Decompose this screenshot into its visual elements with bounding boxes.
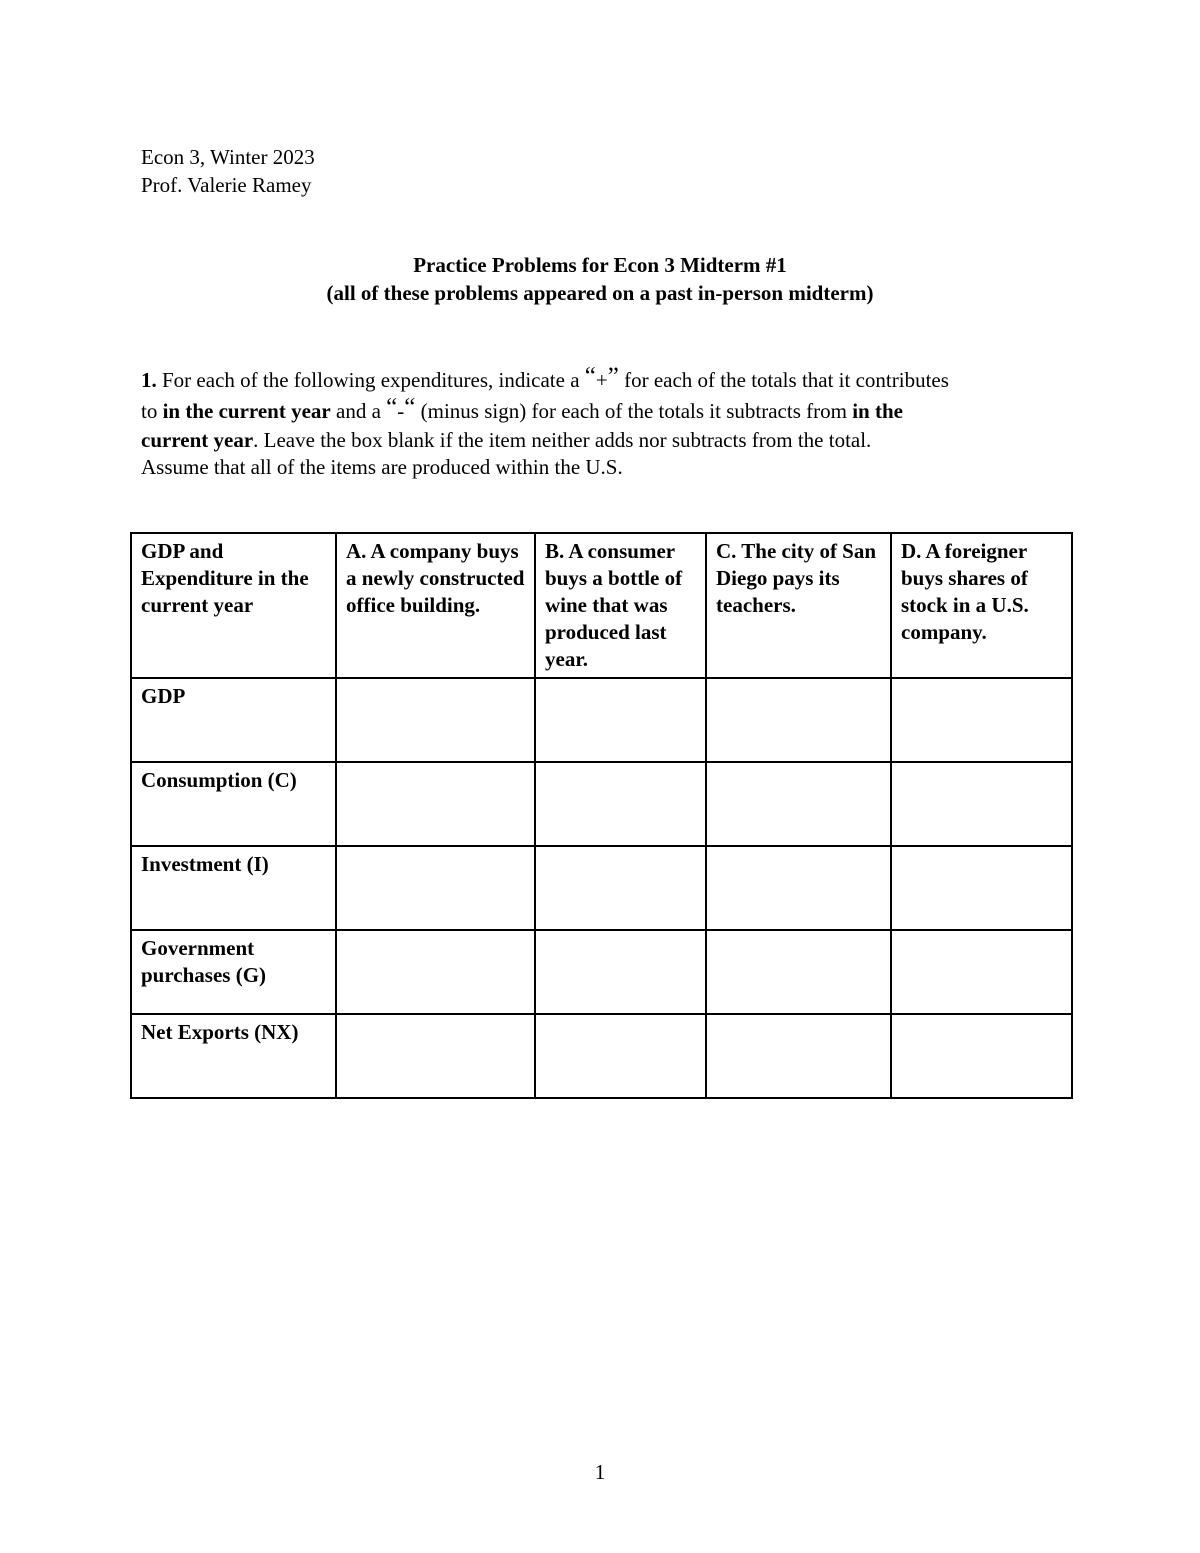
row-label-net-exports: Net Exports (NX) (131, 1014, 336, 1098)
document-title (0, 251, 1200, 307)
answer-cell[interactable] (535, 678, 706, 762)
row-label-investment: Investment (I) (131, 846, 336, 930)
minus-open-quote: “ (386, 394, 398, 421)
row-label-gdp: GDP (131, 678, 336, 762)
answer-cell[interactable] (891, 846, 1072, 930)
header-cell-category: GDP and Expenditure in the current year (131, 533, 336, 678)
answer-table (130, 532, 1073, 1099)
question-text: and a (330, 399, 387, 423)
table-row (131, 1014, 1072, 1098)
page-title: Practice Problems for Econ 3 Midterm #1 (413, 253, 787, 277)
table-row (131, 930, 1072, 1014)
answer-cell[interactable] (535, 930, 706, 1014)
header-cell-b: B. A consumer buys a bottle of wine that was produced last year. (535, 533, 706, 678)
answer-cell[interactable] (336, 1014, 535, 1098)
answer-cell[interactable] (891, 930, 1072, 1014)
table-row (131, 846, 1072, 930)
answer-cell[interactable] (891, 678, 1072, 762)
table-header-row (131, 533, 1072, 678)
question-line-4 (141, 454, 1071, 481)
answer-cell[interactable] (336, 762, 535, 846)
page-number: 1 (594, 1460, 606, 1484)
minus-sign: - (397, 399, 405, 423)
professor-name: Prof. Valerie Ramey (141, 173, 312, 197)
question-line-2 (141, 396, 1071, 427)
document-header (141, 143, 315, 199)
course-name: Econ 3, Winter 2023 (141, 145, 315, 169)
page-subtitle: (all of these problems appeared on a past in-person midterm) (326, 281, 874, 305)
answer-cell[interactable] (535, 762, 706, 846)
answer-cell[interactable] (535, 1014, 706, 1098)
header-cell-d: D. A foreigner buys shares of stock in a U.S. company. (891, 533, 1072, 678)
answer-cell[interactable] (706, 1014, 891, 1098)
question-number: 1. (141, 368, 157, 392)
question-line-1 (141, 365, 1071, 396)
question-text: . Leave the box blank if the item neither adds nor subtracts from the total. (253, 428, 872, 452)
answer-cell[interactable] (336, 930, 535, 1014)
answer-cell[interactable] (336, 846, 535, 930)
plus-sign: + (595, 368, 608, 392)
table-row (131, 678, 1072, 762)
answer-cell[interactable] (336, 678, 535, 762)
row-label-consumption: Consumption (C) (131, 762, 336, 846)
answer-cell[interactable] (891, 1014, 1072, 1098)
answer-cell[interactable] (891, 762, 1072, 846)
answer-cell[interactable] (706, 762, 891, 846)
emphasis-current-year-2: current year (141, 428, 254, 452)
emphasis-current-year: in the current year (162, 399, 331, 423)
answer-cell[interactable] (706, 678, 891, 762)
plus-open-quote: “ (584, 363, 596, 390)
plus-close-quote: ” (607, 363, 619, 390)
answer-cell[interactable] (706, 930, 891, 1014)
question-text: Assume that all of the items are produced within the U.S. (141, 455, 623, 479)
question-line-3 (141, 427, 1071, 454)
row-label-government: Government purchases (G) (131, 930, 336, 1014)
emphasis-in-the: in the (852, 399, 903, 423)
question-text: for each of the totals that it contributes (618, 368, 949, 392)
answer-cell[interactable] (706, 846, 891, 930)
minus-close-quote: “ (404, 394, 416, 421)
question-text: For each of the following expenditures, indicate a (156, 368, 585, 392)
header-cell-c: C. The city of San Diego pays its teachers. (706, 533, 891, 678)
table-row (131, 762, 1072, 846)
header-cell-a: A. A company buys a newly constructed office building. (336, 533, 535, 678)
question-text: (minus sign) for each of the totals it subtracts from (415, 399, 853, 423)
question-1 (141, 365, 1071, 481)
answer-cell[interactable] (535, 846, 706, 930)
question-text: to (141, 399, 163, 423)
